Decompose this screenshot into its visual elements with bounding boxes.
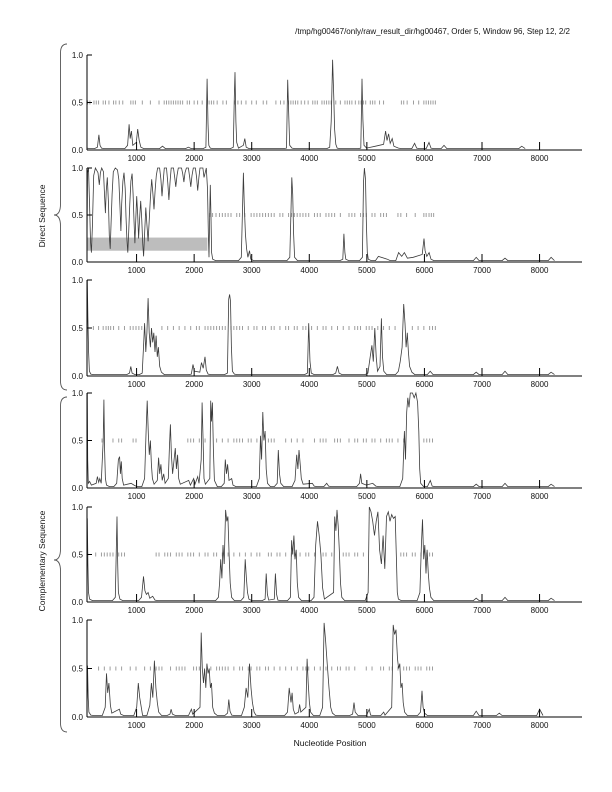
- x-tick-label: 8000: [530, 721, 549, 730]
- x-tick-label: 5000: [357, 492, 376, 501]
- x-tick-label: 4000: [300, 606, 319, 615]
- predicted-region-bar: [87, 238, 207, 251]
- y-tick-label: 0.0: [71, 713, 83, 722]
- x-tick-label: 7000: [473, 380, 491, 389]
- probability-trace: [87, 507, 555, 601]
- y-tick-label: 1.0: [71, 164, 83, 173]
- x-axis-label: Nucleotide Position: [293, 738, 367, 748]
- probability-trace: [87, 623, 543, 716]
- y-tick-label: 0.0: [71, 598, 83, 607]
- half-level-markers: [99, 667, 433, 671]
- half-level-markers: [102, 439, 432, 443]
- x-tick-label: 6000: [415, 266, 434, 275]
- x-tick-label: 2000: [185, 154, 204, 163]
- y-tick-label: 0.5: [71, 436, 83, 446]
- x-tick-label: 3000: [242, 154, 261, 163]
- direct-sequence-label: Direct Sequence: [37, 184, 47, 248]
- probability-trace: [87, 393, 555, 487]
- x-tick-label: 5000: [357, 721, 376, 730]
- x-tick-label: 6000: [415, 380, 434, 389]
- x-tick-label: 5000: [357, 154, 376, 163]
- x-tick-label: 2000: [185, 721, 204, 730]
- probability-trace: [87, 280, 555, 375]
- y-tick-label: 0.5: [71, 211, 83, 220]
- x-tick-label: 1000: [127, 492, 146, 501]
- y-tick-label: 0.0: [71, 146, 83, 155]
- x-tick-label: 6000: [415, 492, 434, 501]
- x-tick-label: 8000: [530, 492, 549, 501]
- x-tick-label: 2000: [185, 492, 204, 501]
- x-tick-label: 8000: [530, 266, 549, 275]
- x-tick-label: 7000: [473, 154, 491, 163]
- y-tick-label: 0.5: [71, 98, 83, 108]
- y-tick-label: 1.0: [71, 616, 83, 625]
- x-tick-label: 1000: [127, 154, 146, 163]
- panel-direct-frame-1: [72, 51, 582, 163]
- y-tick-label: 1.0: [71, 389, 83, 398]
- x-tick-label: 3000: [242, 606, 261, 615]
- x-tick-label: 8000: [530, 154, 549, 163]
- x-tick-label: 1000: [127, 380, 146, 389]
- y-tick-label: 0.5: [71, 550, 83, 560]
- x-tick-label: 6000: [415, 154, 434, 163]
- x-tick-label: 5000: [357, 606, 376, 615]
- x-tick-label: 5000: [357, 380, 376, 389]
- panel-complementary-frame-1: [72, 389, 582, 501]
- panel-direct-frame-3: [72, 276, 582, 389]
- x-tick-label: 2000: [185, 266, 204, 275]
- x-tick-label: 8000: [530, 606, 549, 615]
- x-tick-label: 7000: [473, 266, 491, 275]
- panel-direct-frame-2: [72, 164, 582, 275]
- x-tick-label: 3000: [242, 380, 261, 389]
- x-tick-label: 3000: [242, 492, 261, 501]
- x-tick-label: 1000: [127, 266, 146, 275]
- y-tick-label: 1.0: [71, 503, 83, 512]
- panel-axes: [87, 55, 582, 150]
- x-tick-label: 2000: [185, 380, 204, 389]
- x-tick-label: 1000: [127, 606, 146, 615]
- x-tick-label: 6000: [415, 606, 434, 615]
- page-title: /tmp/hg00467/only/raw_result_dir/hg00467, Order 5, Window 96, Step 12, 2/2: [295, 27, 570, 36]
- x-tick-label: 2000: [185, 606, 204, 615]
- panel-complementary-frame-2: [72, 503, 582, 615]
- x-tick-label: 3000: [242, 266, 261, 275]
- x-tick-label: 6000: [415, 721, 434, 730]
- y-tick-label: 0.5: [71, 324, 83, 333]
- x-tick-label: 1000: [127, 721, 146, 730]
- x-tick-label: 4000: [300, 492, 319, 501]
- probability-trace: [87, 60, 525, 149]
- complementary-sequence-label: Complementary Sequence: [37, 510, 47, 612]
- group-braces: [0, 0, 80, 792]
- x-tick-label: 7000: [473, 721, 491, 730]
- x-tick-label: 7000: [473, 492, 491, 501]
- x-tick-label: 8000: [530, 380, 549, 389]
- direct-sequence-brace-icon: [54, 44, 67, 390]
- half-level-markers: [88, 101, 436, 105]
- y-tick-label: 1.0: [71, 51, 83, 60]
- half-level-markers: [210, 213, 434, 217]
- y-tick-label: 0.0: [71, 258, 83, 267]
- x-tick-label: 5000: [357, 266, 376, 275]
- panel-axes: [87, 620, 582, 717]
- panel-axes: [87, 280, 582, 376]
- x-tick-label: 7000: [473, 606, 491, 615]
- y-tick-label: 1.0: [71, 276, 83, 285]
- x-tick-label: 4000: [300, 721, 319, 730]
- x-tick-label: 4000: [300, 380, 319, 389]
- x-tick-label: 4000: [300, 154, 319, 163]
- x-tick-label: 3000: [242, 721, 261, 730]
- y-tick-label: 0.0: [71, 484, 83, 493]
- x-tick-label: 4000: [300, 266, 319, 275]
- y-tick-label: 0.5: [71, 664, 83, 674]
- complementary-sequence-brace-icon: [54, 397, 67, 732]
- y-tick-label: 0.0: [71, 372, 83, 381]
- panel-complementary-frame-3: [72, 616, 582, 730]
